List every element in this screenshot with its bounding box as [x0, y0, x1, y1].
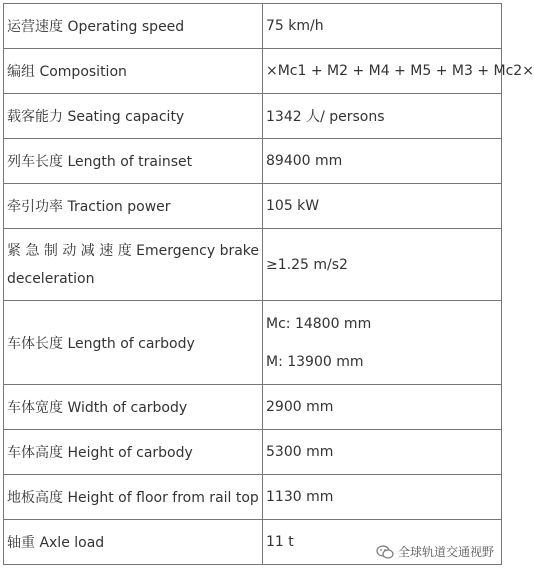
- row-label-line: 紧 急 制 动 减 速 度 Emergency brake: [7, 242, 260, 259]
- table-row: [4, 49, 502, 94]
- row-label: [4, 229, 263, 301]
- row-value: 75 km/h: [263, 4, 502, 49]
- row-value: 1342 人/ persons: [263, 94, 502, 139]
- row-value: 11 t: [263, 520, 502, 565]
- row-label: 载客能力 Seating capacity: [4, 94, 263, 139]
- table-row: [4, 94, 502, 139]
- table-row: [4, 475, 502, 520]
- row-value: 5300 mm: [263, 430, 502, 475]
- watermark: [376, 543, 494, 560]
- row-label: 编组 Composition: [4, 49, 263, 94]
- row-label: 车体宽度 Width of carbody: [4, 385, 263, 430]
- table-row: [4, 301, 502, 385]
- row-label: 运营速度 Operating speed: [4, 4, 263, 49]
- table-row: [4, 4, 502, 49]
- row-label: 列车长度 Length of trainset: [4, 139, 263, 184]
- table-row: [4, 229, 502, 301]
- watermark-text: 全球轨道交通视野: [397, 545, 494, 559]
- row-label: 车体高度 Height of carbody: [4, 430, 263, 475]
- row-label: 牵引功率 Traction power: [4, 184, 263, 229]
- table-row: [4, 430, 502, 475]
- row-value: 2900 mm: [263, 385, 502, 430]
- table-row: [4, 385, 502, 430]
- table-row: [4, 139, 502, 184]
- row-value: 1130 mm: [263, 475, 502, 520]
- row-value: [263, 301, 502, 385]
- row-value: ≥1.25 m/s2: [263, 229, 502, 301]
- row-value-line: M: 13900 mm: [266, 353, 364, 370]
- row-value: ×Mc1 + M2 + M4 + M5 + M3 + Mc2×: [263, 49, 502, 94]
- row-label: 地板高度 Height of floor from rail top: [4, 475, 263, 520]
- table-row: [4, 184, 502, 229]
- wechat-icon: [376, 545, 394, 559]
- row-label: 轴重 Axle load: [4, 520, 263, 565]
- row-value-line: Mc: 14800 mm: [266, 315, 372, 332]
- row-label: 车体长度 Length of carbody: [4, 301, 263, 385]
- row-label-line: deceleration: [7, 270, 95, 287]
- spec-table: [3, 3, 534, 565]
- row-value: 89400 mm: [263, 139, 502, 184]
- row-value: 105 kW: [263, 184, 502, 229]
